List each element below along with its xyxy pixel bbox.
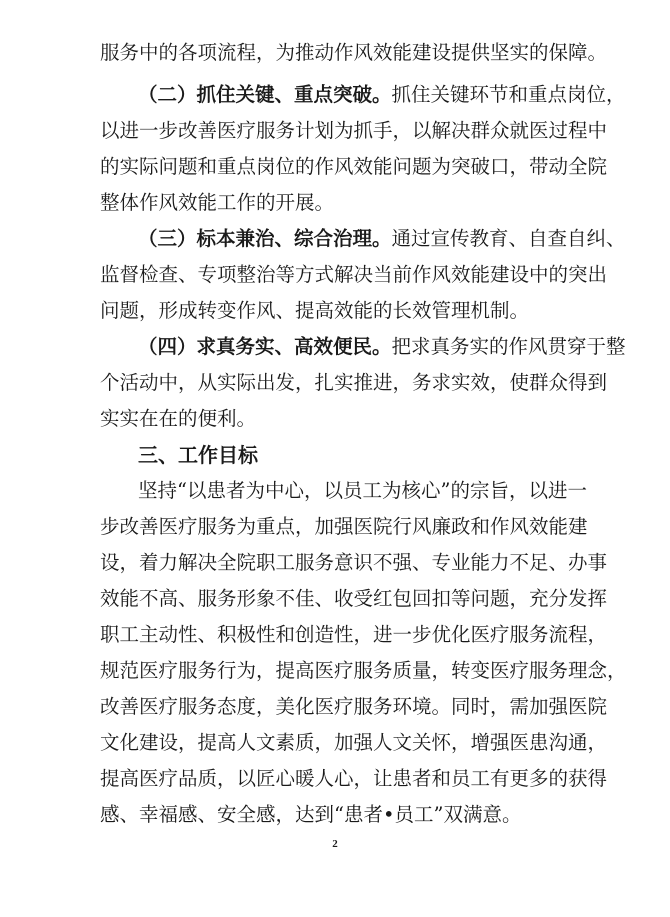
- item-4-body: 把求真务实的作风贯穿于整: [391, 335, 626, 358]
- item-2-line-1: [138, 78, 670, 112]
- item-3-title: （三）标本兼治、综合治理。: [138, 227, 392, 250]
- section-3-line: 规范医疗服务行为，提高医疗服务质量，转变医疗服务理念，: [100, 659, 627, 682]
- item-4-line-1: [138, 330, 670, 364]
- item-4-line-2: 个活动中，从实际出发，扎实推进，务求实效，使群众得到: [100, 371, 608, 394]
- paragraph-line: 服务中的各项流程，为推动作风效能建设提供坚实的保障。: [100, 41, 608, 64]
- item-2-body: 抓住关键环节和重点岗位，: [391, 83, 626, 106]
- section-3-line: 文化建设，提高人文素质，加强人文关怀，增强医患沟通，: [100, 731, 608, 754]
- item-3-line-3: 问题，形成转变作风、提高效能的长效管理机制。: [100, 299, 530, 322]
- section-3-line: 步改善医疗服务为重点，加强医院行风廉政和作风效能建: [100, 515, 588, 538]
- item-3-line-1: [138, 222, 670, 256]
- item-4-line-3: 实实在在的便利。: [100, 407, 257, 430]
- item-2-line-3: 的实际问题和重点岗位的作风效能问题为突破口，带动全院: [100, 155, 608, 178]
- item-2-line-4: 整体作风效能工作的开展。: [100, 191, 335, 214]
- section-3-line: 设，着力解决全院职工服务意识不强、专业能力不足、办事: [100, 551, 608, 574]
- item-4-title: （四）求真务实、高效便民。: [138, 335, 392, 358]
- section-3-line: 改善医疗服务态度，美化医疗服务环境。同时，需加强医院: [100, 695, 608, 718]
- section-3-line: 感、幸福感、安全感，达到“患者•员工”双满意。: [100, 803, 522, 826]
- page-number: 2: [332, 838, 338, 850]
- item-2-title: （二）抓住关键、重点突破。: [138, 83, 392, 106]
- section-3-heading: 三、工作目标: [138, 443, 258, 467]
- item-2-line-2: 以进一步改善医疗服务计划为抓手，以解决群众就医过程中: [100, 119, 608, 142]
- item-3-body: 通过宣传教育、自查自纠、: [391, 227, 626, 250]
- section-3-line: 坚持“以患者为中心，以员工为核心”的宗旨，以进一: [138, 479, 587, 502]
- item-3-line-2: 监督检查、专项整治等方式解决当前作风效能建设中的突出: [100, 263, 608, 286]
- section-3-line: 职工主动性、积极性和创造性，进一步优化医疗服务流程，: [100, 623, 608, 646]
- section-3-line: 效能不高、服务形象不佳、收受红包回扣等问题，充分发挥: [100, 587, 608, 610]
- section-3-line: 提高医疗品质，以匠心暖人心，让患者和员工有更多的获得: [100, 767, 608, 790]
